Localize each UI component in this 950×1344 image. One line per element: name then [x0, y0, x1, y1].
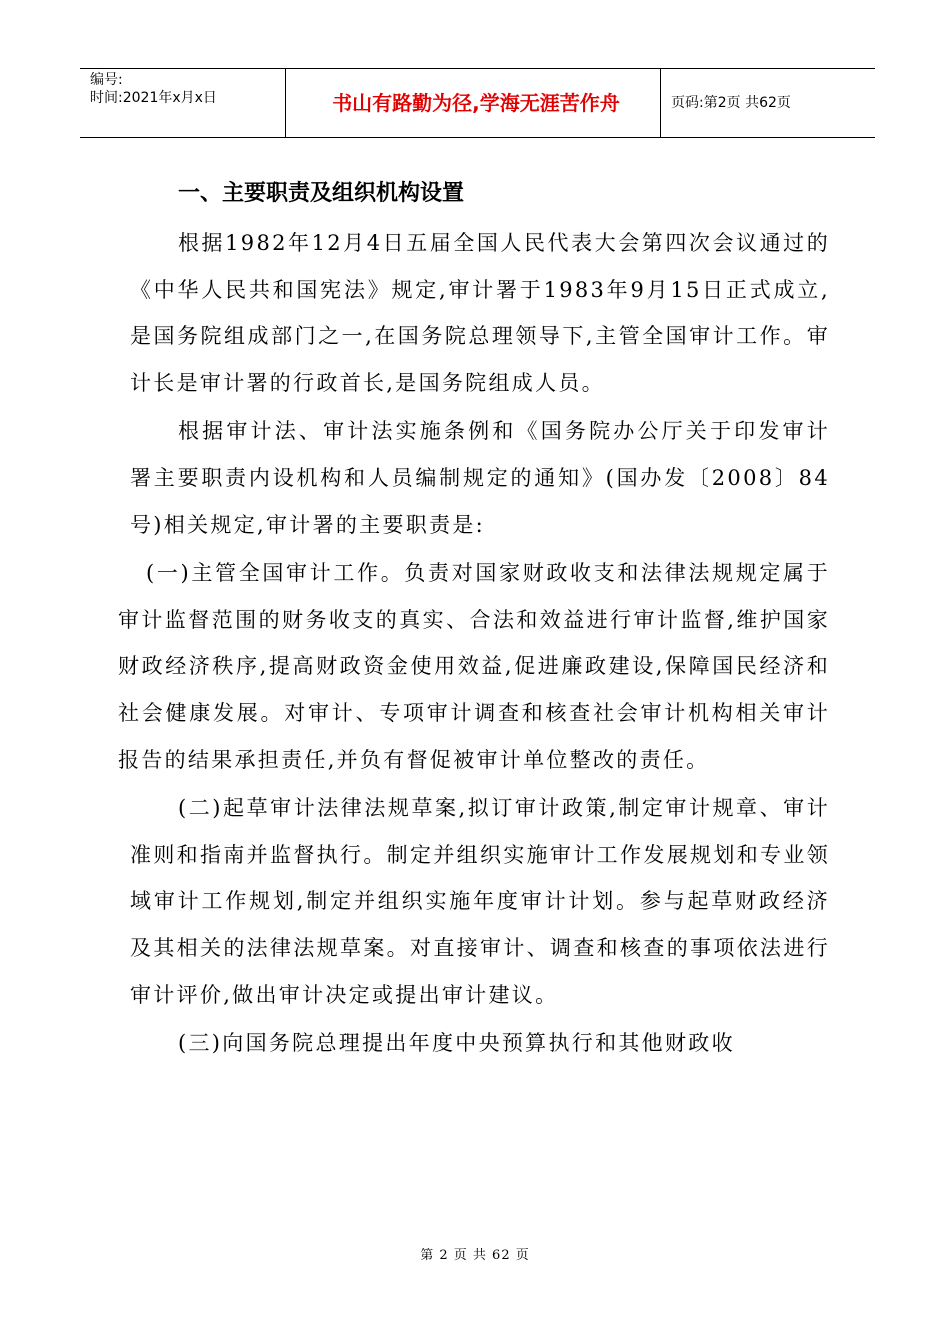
body-paragraph: (二)起草审计法律法规草案,拟订审计政策,制定审计规章、审计准则和指南并监督执行。制定并组织实施审计工作发展规划和专业领域审计工作规划,制定并组织实施年度审计计划。参与起草财政经济及其相关的法律法规草案。对直接审计、调查和核查的事项依法进行审计评价,做出审计决定或提出审计建议。	[130, 796, 830, 1007]
body-paragraph: 根据1982年12月4日五届全国人民代表大会第四次会议通过的《中华人民共和国宪法》规定,审计署于1983年9月15日正式成立,是国务院组成部门之一,在国务院总理领导下,主管全国审计工作。审计长是审计署的行政首长,是国务院组成人员。	[130, 231, 830, 395]
document-time-label: 时间:2021年x月x日	[90, 90, 217, 106]
document-number-label: 编号:	[90, 72, 123, 88]
header-page-number: 页码:第2页 共62页	[671, 95, 791, 111]
body-paragraph: (一)主管全国审计工作。负责对国家财政收支和法律法规规定属于审计监督范围的财务收支的真实、合法和效益进行审计监督,维护国家财政经济秩序,提高财政资金使用效益,促进廉政建设,保障国民经济和社会健康发展。对审计、专项审计调查和核查社会审计机构相关审计报告的结果承担责任,并负有督促被审计单位整改的责任。	[118, 561, 830, 772]
page-footer: 第 2 页 共 62 页	[420, 1248, 530, 1263]
body-paragraph: 根据审计法、审计法实施条例和《国务院办公厅关于印发审计署主要职责内设机构和人员编制规定的通知》(国办发〔2008〕84号)相关规定,审计署的主要职责是:	[130, 419, 830, 537]
page-header	[80, 68, 875, 138]
header-meta	[90, 71, 285, 107]
header-divider	[285, 69, 286, 137]
header-motto: 书山有路勤为径,学海无涯苦作舟	[332, 91, 620, 115]
section-heading: 一、主要职责及组织机构设置	[178, 181, 465, 206]
body-paragraph: (三)向国务院总理提出年度中央预算执行和其他财政收	[178, 1031, 735, 1056]
document-body	[118, 170, 830, 1067]
header-divider	[660, 69, 661, 137]
